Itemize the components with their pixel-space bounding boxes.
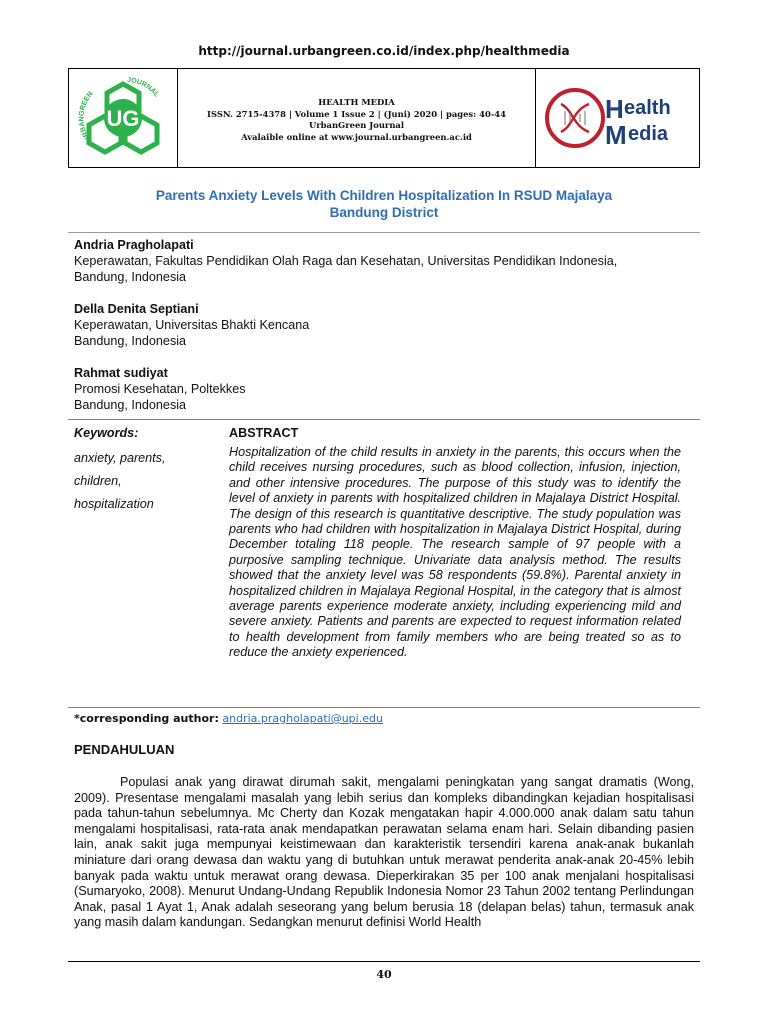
author-affiliation: Keperawatan, Fakultas Pendidikan Olah Raga dan Kesehatan, Universitas Pendidikan Indonesia, xyxy=(74,254,618,268)
page-number: 40 xyxy=(376,968,392,981)
urbangreen-logo-icon xyxy=(75,70,171,166)
journal-name: HEALTH MEDIA xyxy=(318,97,395,107)
keyword-item: anxiety, parents, xyxy=(74,451,166,465)
author-name: Della Denita Septiani xyxy=(74,302,199,316)
urbangreen-logo xyxy=(69,69,178,167)
author-list xyxy=(74,237,694,429)
logo-word-health: ealth xyxy=(623,97,671,119)
logo-arc-text-left: URBANGREEN xyxy=(78,90,95,143)
abstract-body: Hospitalization of the child results in anxiety in the parents, this occurs when the child receives nursing procedures, such as blood collection, infusion, injection, and other intensive procedures. The purpose of this study was to identify the level of anxiety in parents with hospitalized children in Majalaya District Hospital. The design of this research is quantitative descriptive. The study population was parents who had children with hospitalization in Majalaya District Hospital, during December totaling 118 people. The research sample of 97 people with a purposive sampling technique. Univariate data analysis method. The results showed that the anxiety level was 58 respondents (59.8%). Parental anxiety in hospitalized children in Majalaya Regional Hospital, in the category that is almost average parents experience moderate anxiety, including experiencing mild and severe anxiety. Patients and parents are expected to request information related to health development from family members who are being treated so as to reduce the anxiety experienced. xyxy=(229,445,681,660)
author-block xyxy=(74,237,694,285)
journal-url[interactable]: http://journal.urbangreen.co.id/index.php/healthmedia xyxy=(198,44,570,58)
svg-text:URBANGREEN xyxy=(78,91,94,143)
availability: Avalaible online at www.journal.urbangreen.ac.id xyxy=(241,131,472,142)
logo-monogram: UG xyxy=(106,106,140,131)
author-block xyxy=(74,301,694,349)
keyword-item: children, xyxy=(74,474,122,488)
author-location: Bandung, Indonesia xyxy=(74,334,187,348)
abstract-top-divider xyxy=(68,419,700,420)
author-name: Rahmat sudiyat xyxy=(74,366,168,380)
section-heading: PENDAHULUAN xyxy=(74,742,175,757)
title-line-2: Bandung District xyxy=(329,205,439,220)
abstract-bottom-divider xyxy=(68,707,700,708)
author-location: Bandung, Indonesia xyxy=(74,270,187,284)
corresponding-author xyxy=(74,712,383,725)
author-affiliation: Keperawatan, Universitas Bhakti Kencana xyxy=(74,318,310,332)
issn-line: ISSN. 2715-4378 | Volume 1 Issue 2 | (Juni) 2020 | pages: 40-44 xyxy=(207,108,506,119)
corresponding-label: *corresponding author: xyxy=(74,712,219,725)
title-line-1: Parents Anxiety Levels With Children Hospitalization In RSUD Majalaya xyxy=(155,188,613,203)
publisher: UrbanGreen Journal xyxy=(308,120,405,131)
journal-info xyxy=(178,69,536,167)
author-name: Andria Pragholapati xyxy=(74,238,194,252)
svg-text:H: H xyxy=(604,94,624,124)
intro-paragraph: Populasi anak yang dirawat dirumah sakit, mengalami peningkatan yang sangat dramatis (Wong, 2009). Presentase mengalami masalah yang lebih serius dan kompleks dibandingkan kejadian hospitalisasi pada tahun-tahun sebelumnya. Mc Cherty dan Kozak mengatakan hapir 4.000.000 anak dalam satu tahun mengalami hospitalisasi, rata-rata anak mendapatkan perawatan selama enam hari. Selain dibanding pasien lain, anak sakit juga mempunyai keistimewaan dan karakteristik tersendiri karena anak-anak bukanlah miniature dari orang dewasa dan waktu yang di butuhkan untuk merawat penderita anak-anak 20-45% lebih banyak pada waktu untuk merawat orang dewasa. Dieperkirakan 35 per 100 anak menjalani hospitalisasi (Sumaryoko, 2008). Menurut Undang-Undang Republik Indonesia Nomor 23 Tahun 2002 tentang Perlindungan Anak, pasal 1 Ayat 1, Anak adalah seseorang yang belum berusia 18 (delapan belas) tahun, termasuk anak yang masih dalam kandungan. Sedangkan menurut definisi World Health xyxy=(74,775,694,930)
journal-header xyxy=(68,68,700,168)
abstract-heading: ABSTRACT xyxy=(229,426,299,440)
footer-divider xyxy=(68,961,700,962)
keyword-item: hospitalization xyxy=(74,497,154,511)
svg-text:M: M xyxy=(604,120,627,150)
keywords-column xyxy=(74,426,214,516)
health-media-logo-icon xyxy=(543,82,693,154)
title-divider xyxy=(68,232,700,233)
keywords-heading: Keywords: xyxy=(74,426,139,440)
corresponding-email-link[interactable]: andria.pragholapati@upi.edu xyxy=(222,712,383,725)
logo-word-media: edia xyxy=(627,123,668,145)
article-title xyxy=(100,187,668,221)
logo-arc-text-right: JOURNAL xyxy=(126,76,160,99)
author-location: Bandung, Indonesia xyxy=(74,398,187,412)
author-block xyxy=(74,365,694,413)
abstract-column xyxy=(229,426,681,661)
health-media-logo xyxy=(536,69,699,167)
author-affiliation: Promosi Kesehatan, Poltekkes xyxy=(74,382,246,396)
